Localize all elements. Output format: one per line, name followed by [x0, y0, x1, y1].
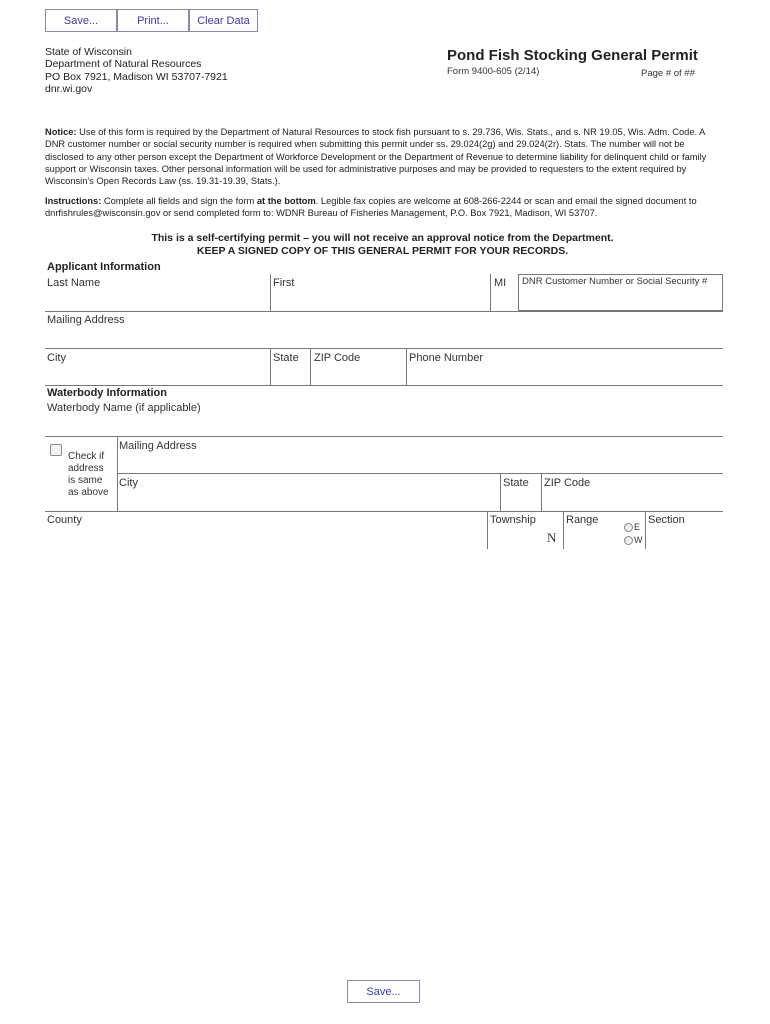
zip-code-label: ZIP Code: [314, 352, 361, 364]
waterbody-mailing-address-label: Mailing Address: [119, 440, 197, 452]
divider: [487, 511, 488, 549]
phone-number-input[interactable]: [409, 366, 721, 384]
divider: [500, 473, 501, 511]
first-name-label: First: [273, 277, 295, 289]
agency-address: [45, 46, 228, 95]
phone-number-label: Phone Number: [409, 352, 483, 364]
self-certify-line2: KEEP A SIGNED COPY OF THIS GENERAL PERMIT FOR YOUR RECORDS.: [196, 244, 569, 257]
divider: [45, 385, 723, 386]
middle-initial-label: MI: [494, 277, 507, 289]
waterbody-zip-code-label: ZIP Code: [544, 477, 591, 489]
instructions-text-a: Complete all fields and sign the form: [101, 196, 257, 206]
instructions-paragraph: [45, 195, 720, 220]
same-address-checkbox[interactable]: [50, 444, 62, 456]
range-label: Range: [566, 514, 599, 526]
first-name-input[interactable]: [273, 292, 488, 310]
divider: [45, 511, 723, 512]
section-input[interactable]: [648, 529, 721, 547]
state-input[interactable]: [273, 366, 309, 384]
city-label: City: [47, 352, 66, 364]
middle-initial-input[interactable]: [494, 292, 516, 310]
waterbody-mailing-address-input[interactable]: [119, 454, 721, 472]
township-label: Township: [490, 514, 536, 526]
divider: [406, 348, 407, 385]
divider: [45, 311, 723, 312]
self-certify-notice: [45, 232, 720, 257]
waterbody-state-input[interactable]: [503, 491, 539, 509]
waterbody-zip-code-input[interactable]: [544, 491, 721, 509]
divider: [563, 511, 564, 549]
state-label: State: [273, 352, 299, 364]
divider: [490, 274, 491, 311]
same-address-label-line4: as above: [68, 487, 109, 498]
divider: [117, 473, 723, 474]
agency-po-box: PO Box 7921, Madison WI 53707-7921: [45, 70, 228, 83]
notice-text: Use of this form is required by the Department of Natural Resources to stock fish pursuant to s. 29.736, Wis. Stats., and s. NR 19.05, Wis. Adm. Code. A DNR customer number or social security number is required when submitting this permit under ss. 29.024(2g) and 29.024(2r). Stats. The number will not be disclosed to any other person except the Department of Workforce Development or the Department of Revenue to determine liability for delinquent child or family support or Wisconsin taxes. Other personal information will be used for administrative purposes and may be provided to requesters to the extent required by Wisconsin's Open Records Law (ss. 19.31-19.39, Stats.).: [45, 127, 707, 187]
agency-state: State of Wisconsin: [45, 46, 132, 58]
clear-data-button[interactable]: Clear Data: [189, 9, 258, 32]
waterbody-state-label: State: [503, 477, 529, 489]
divider: [541, 473, 542, 511]
same-address-label-line3: is same: [68, 475, 103, 486]
save-button[interactable]: Save...: [45, 9, 117, 32]
agency-website: dnr.wi.gov: [45, 82, 93, 95]
form-number: Form 9400-605 (2/14): [447, 66, 540, 77]
print-button[interactable]: Print...: [117, 9, 189, 32]
waterbody-name-label: Waterbody Name (if applicable): [47, 402, 201, 414]
township-input[interactable]: [490, 529, 544, 547]
last-name-label: Last Name: [47, 277, 101, 289]
range-east-label: E: [634, 522, 641, 532]
waterbody-heading: Waterbody Information: [47, 387, 167, 399]
mailing-address-label: Mailing Address: [47, 314, 125, 326]
instructions-text-b: . Legible fax copies are welcome at 608-266-2244 or scan and email the signed document to dnrfishrules@wisconsin.gov or send completed form to: WDNR Bureau of Fisheries Management, P.O. Box 7921, Madison, WI 53707.: [45, 196, 697, 219]
page-number: Page # of ##: [641, 68, 695, 79]
range-east-radio[interactable]: [624, 523, 633, 532]
divider: [645, 511, 646, 549]
section-label: Section: [648, 514, 685, 526]
divider: [45, 436, 723, 437]
range-input[interactable]: [566, 529, 620, 547]
county-input[interactable]: [47, 529, 483, 547]
divider: [45, 348, 723, 349]
same-address-label-line1: Check if: [68, 451, 105, 462]
dnr-customer-number-label: DNR Customer Number or Social Security #: [522, 276, 708, 287]
city-input[interactable]: [47, 366, 267, 384]
range-west-label: W: [634, 535, 643, 545]
notice-paragraph: [45, 126, 720, 187]
instructions-label: Instructions:: [45, 196, 102, 206]
county-label: County: [47, 514, 82, 526]
footer-save-button[interactable]: Save...: [347, 980, 420, 1003]
same-address-label-line2: address: [68, 463, 104, 474]
last-name-input[interactable]: [47, 292, 267, 310]
waterbody-name-input[interactable]: [47, 417, 721, 435]
instructions-bold: at the bottom: [256, 196, 316, 206]
agency-department: Department of Natural Resources: [45, 58, 202, 71]
township-direction-n: N: [547, 530, 557, 545]
mailing-address-input[interactable]: [47, 329, 721, 347]
applicant-heading: Applicant Information: [47, 261, 161, 273]
waterbody-city-input[interactable]: [119, 491, 497, 509]
self-certify-line1: This is a self-certifying permit – you will not receive an approval notice from the Department.: [151, 232, 614, 244]
notice-label: Notice:: [45, 127, 77, 137]
waterbody-city-label: City: [119, 477, 138, 489]
page-title: Pond Fish Stocking General Permit: [447, 47, 698, 64]
range-west-radio[interactable]: [624, 536, 633, 545]
same-address-label: [68, 451, 109, 499]
divider: [270, 274, 271, 311]
zip-code-input[interactable]: [314, 366, 404, 384]
divider: [270, 348, 271, 385]
divider: [310, 348, 311, 385]
